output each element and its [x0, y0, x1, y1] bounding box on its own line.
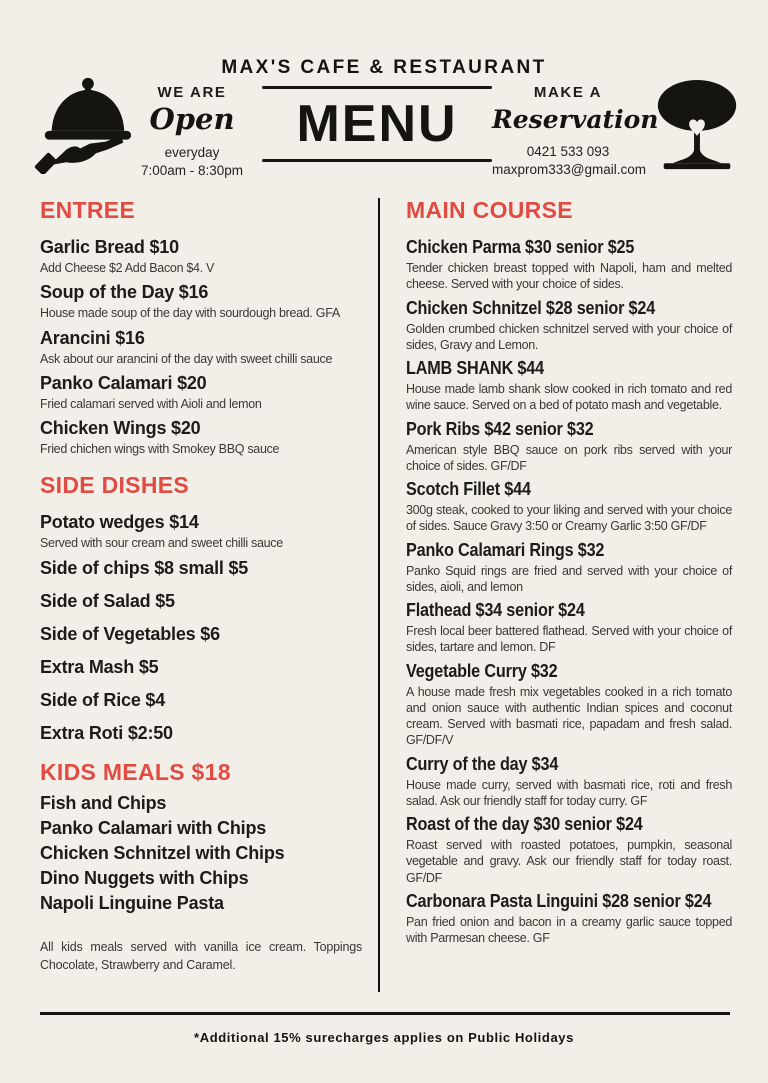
section-heading: MAIN COURSE	[406, 197, 573, 223]
item-name: Extra Mash $5	[40, 656, 159, 677]
menu-item	[40, 891, 362, 916]
item-name: Chicken Wings $20	[40, 418, 201, 438]
section-heading: ENTREE	[40, 197, 136, 223]
item-name: Roast of the day $30 senior $24	[406, 814, 643, 834]
item-description: Roast served with roasted potatoes, pumpkin, seasonal vegetable and gravy. Ask our friendly staff for today roast. GF/DF	[406, 838, 732, 885]
menu-item	[406, 298, 732, 354]
item-name: Pork Ribs $42 senior $32	[406, 418, 594, 439]
item-description: Fried chichen wings with Smokey BBQ sauce	[40, 442, 280, 456]
menu-item	[406, 600, 732, 656]
menu-item	[40, 237, 362, 276]
item-description: Golden crumbed chicken schnitzel served with your choice of sides, Gravy and Lemon.	[406, 321, 732, 352]
menu-item	[406, 891, 732, 947]
menu-item	[40, 816, 362, 841]
section-heading: KIDS MEALS $18	[40, 758, 231, 785]
section-side-dishes	[40, 473, 362, 743]
open-script: Open	[149, 102, 235, 136]
item-description: House made curry, served with basmati rice, roti and fresh salad. Ask our friendly staff for today curry. GF	[406, 777, 732, 808]
open-days: everyday	[164, 144, 220, 160]
reservation-line1: MAKE A	[533, 84, 603, 101]
menu-item	[40, 282, 362, 321]
menu-item	[40, 690, 362, 711]
item-name: Napoli Linguine Pasta	[40, 892, 224, 913]
item-name: Curry of the day $34	[406, 753, 559, 774]
restaurant-name: MAX'S CAFE & RESTAURANT	[221, 57, 547, 78]
item-name: Scotch Fillet $44	[406, 479, 531, 499]
menu-item	[406, 754, 732, 810]
item-name: Panko Calamari Rings $32	[406, 539, 605, 560]
reservation-phone: 0421 533 093	[526, 143, 610, 159]
menu-item	[406, 540, 732, 596]
menu-item	[406, 479, 732, 535]
item-name: Flathead $34 senior $24	[406, 600, 585, 620]
item-name: Dino Nuggets with Chips	[40, 867, 249, 888]
item-name: Panko Calamari $20	[40, 372, 207, 393]
item-description: Fresh local beer battered flathead. Served with your choice of sides, tartare and lemon. DF	[406, 624, 732, 655]
open-line1: WE ARE	[157, 84, 227, 101]
item-name: Potato wedges $14	[40, 512, 199, 533]
item-name: Soup of the Day $16	[40, 282, 209, 303]
item-name: Panko Calamari with Chips	[40, 817, 267, 838]
right-column	[380, 198, 732, 992]
item-description: Ask about our arancini of the day with sweet chilli sauce	[40, 351, 333, 366]
menu-item	[40, 328, 362, 367]
item-name: Chicken Parma $30 senior $25	[406, 237, 635, 257]
item-name: Side of Vegetables $6	[40, 623, 220, 644]
menu-item	[40, 418, 362, 457]
section-entree	[40, 198, 362, 457]
menu-item	[40, 657, 362, 678]
item-description: American style BBQ sauce on pork ribs served with your choice of sides. GF/DF	[406, 442, 732, 473]
item-name: Garlic Bread $10	[40, 237, 179, 257]
item-name: Vegetable Curry $32	[406, 660, 558, 681]
item-description: Served with sour cream and sweet chilli sauce	[40, 536, 283, 551]
reservation-script: Reservation	[492, 105, 659, 134]
item-name: Arancini $16	[40, 327, 145, 348]
footer-rule	[40, 1012, 730, 1015]
menu-item	[40, 866, 362, 891]
item-description: Pan fried onion and bacon in a creamy garlic sauce topped with Parmesan cheese. GF	[406, 914, 732, 945]
item-description: House made lamb shank slow cooked in rich tomato and red wine sauce. Served on a bed of potato mash and vegetable.	[406, 382, 732, 413]
cloche-hand-icon	[34, 72, 136, 174]
menu-item	[406, 358, 732, 414]
reservation-block	[492, 84, 659, 179]
reservation-email: maxprom333@gmail.com	[492, 161, 647, 177]
section-kids-meals-18	[40, 760, 362, 974]
menu-body	[40, 198, 732, 992]
open-hours: 7:00am - 8:30pm	[140, 163, 244, 179]
menu-item	[406, 419, 732, 475]
item-name: Side of Rice $4	[40, 689, 166, 710]
menu-item	[40, 373, 362, 412]
menu-item	[40, 558, 362, 579]
item-name: Carbonara Pasta Linguini $28 senior $24	[406, 890, 712, 911]
item-description: Add Cheese $2 Add Bacon $4. V	[40, 261, 215, 275]
item-name: Chicken Schnitzel $28 senior $24	[406, 297, 656, 318]
menu-item	[40, 591, 362, 612]
section-heading: SIDE DISHES	[40, 472, 190, 499]
table-decoration-icon	[650, 76, 744, 178]
menu-item	[406, 237, 732, 293]
left-column	[40, 198, 362, 992]
item-name: Chicken Schnitzel with Chips	[40, 842, 285, 863]
item-description: 300g steak, cooked to your liking and served with your choice of sides. Sauce Gravy 3:50 or Creamy Garlic 3:50 GF/DF	[406, 503, 732, 534]
menu-title: MENU	[296, 95, 458, 153]
section-note: All kids meals served with vanilla ice cream. Toppings Chocolate, Strawberry and Caramel.	[40, 939, 362, 972]
item-description: A house made fresh mix vegetables cooked in a rich tomato and onion sauce with authentic Indian spices and coconut cream. Served with basmati rice, papadam and fresh salad. GF/DF/V	[406, 684, 732, 748]
menu-item	[40, 624, 362, 645]
menu-item	[40, 841, 362, 866]
menu-item	[406, 814, 732, 886]
item-name: Fish and Chips	[40, 792, 167, 813]
menu-item	[40, 512, 362, 551]
item-name: Side of chips $8 small $5	[40, 557, 249, 578]
section-main-course	[406, 198, 732, 946]
menu-item	[406, 661, 732, 749]
menu-title-block	[262, 86, 492, 162]
item-description: Fried calamari served with Aioli and lemon	[40, 396, 262, 411]
opening-hours-block	[132, 84, 252, 180]
item-description: House made soup of the day with sourdough bread. GFA	[40, 306, 340, 321]
menu-item	[40, 791, 362, 816]
menu-item	[40, 723, 362, 744]
item-name: Side of Salad $5	[40, 590, 175, 611]
menu-rule-bottom	[262, 159, 492, 162]
item-description: Tender chicken breast topped with Napoli, ham and melted cheese. Served with your choice of sides.	[406, 261, 732, 292]
item-name: LAMB SHANK $44	[406, 358, 544, 378]
item-name: Extra Roti $2:50	[40, 722, 173, 743]
surcharge-note: *Additional 15% surecharges applies on Public Holidays	[194, 1030, 574, 1045]
item-description: Panko Squid rings are fried and served with your choice of sides, aioli, and lemon	[406, 563, 732, 594]
